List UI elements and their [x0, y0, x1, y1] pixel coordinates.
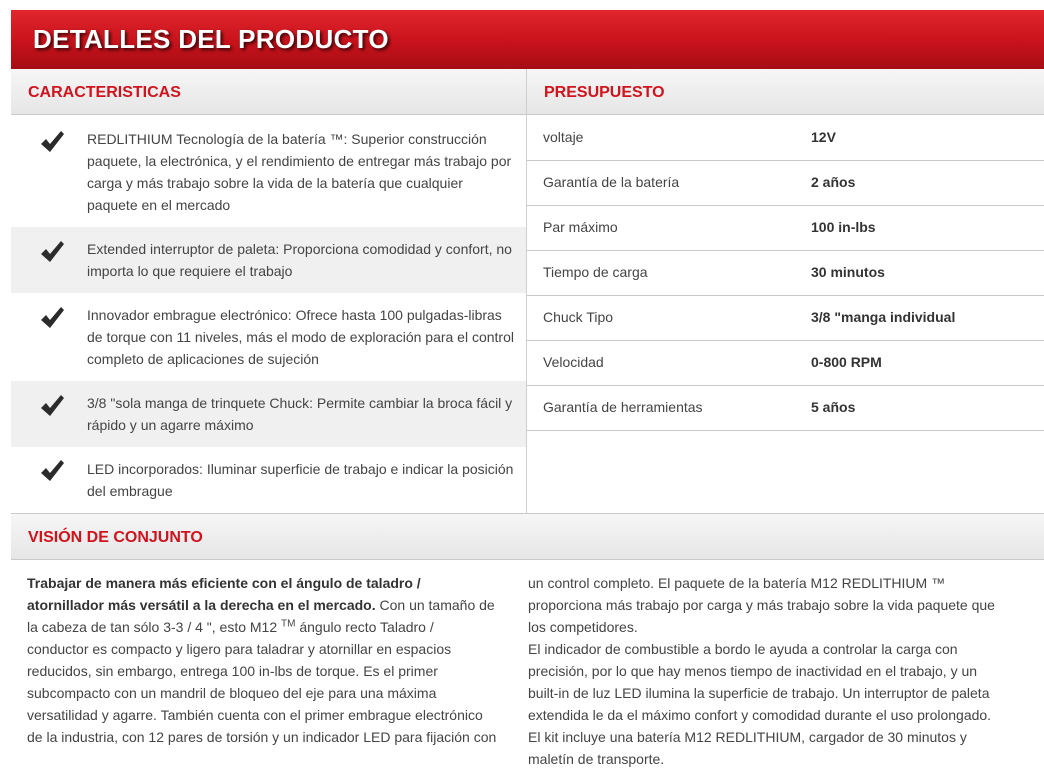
spec-row: [527, 116, 1044, 161]
spec-row: [527, 341, 1044, 386]
spec-label: Tiempo de carga: [543, 264, 648, 280]
checkmark-icon: [39, 305, 65, 331]
spec-value: 5 años: [811, 399, 856, 415]
specs-header: [527, 69, 1044, 115]
spec-value: 0-800 RPM: [811, 354, 882, 370]
feature-text: REDLITHIUM Tecnología de la batería ™: Superior construcción paquete, la electrónica, y el rendimiento de entregar más trabajo por carga y más trabajo sobre la vida de la batería que cualquier paquete en el mercado: [87, 131, 512, 213]
spec-row: [527, 386, 1044, 431]
spec-value: 3/8 "manga individual: [811, 309, 956, 325]
overview-paragraph-2: El indicador de combustible a bordo le ayuda a controlar la carga con precisión, por lo que hay menos tiempo de inactividad en el trabajo, y un built-in de luz LED ilumina la superficie de trabajo. Un interruptor de paleta extendida le da el máximo confort y comodidad durante el uso prolongado. El kit incluye una batería M12 REDLITHIUM, cargador de 30 minutos y maletín de transporte.: [528, 641, 992, 767]
checkmark-icon: [39, 393, 65, 419]
spec-value: 2 años: [811, 174, 856, 190]
feature-item: [11, 293, 526, 381]
overview-continuation: [528, 572, 1000, 770]
spec-label: Garantía de la batería: [543, 174, 680, 190]
spec-value: 100 in-lbs: [811, 219, 876, 235]
spec-row: [527, 206, 1044, 251]
checkmark-icon: [39, 239, 65, 265]
feature-item: [11, 115, 526, 227]
overview-lead: Trabajar de manera más eficiente con el ángulo de taladro / atornillador más versátil a la derecha en el mercado.: [27, 575, 421, 613]
spec-row: [527, 251, 1044, 296]
spec-row: [527, 296, 1044, 341]
overview-heading: VISIÓN DE CONJUNTO: [28, 529, 203, 546]
checkmark-icon: [39, 129, 65, 155]
overview-column-left: [27, 572, 499, 748]
overview-column-right: [528, 572, 1032, 772]
spec-label: voltaje: [543, 129, 584, 145]
feature-text: Innovador embrague electrónico: Ofrece hasta 100 pulgadas-libras de torque con 11 niveles, más el modo de exploración para el control completo de aplicaciones de sujeción: [87, 307, 514, 367]
checkmark-icon: [39, 458, 65, 484]
spec-label: Garantía de herramientas: [543, 399, 703, 415]
spec-value: 12V: [811, 129, 836, 145]
spec-label: Par máximo: [543, 219, 618, 235]
feature-item: [11, 381, 526, 447]
feature-text: Extended interruptor de paleta: Proporciona comodidad y confort, no importa lo que requiere el trabajo: [87, 241, 512, 279]
features-heading: CARACTERISTICAS: [28, 84, 181, 101]
feature-text: LED incorporados: Iluminar superficie de trabajo e indicar la posición del embrague: [87, 461, 514, 499]
spec-value: 30 minutos: [811, 264, 885, 280]
trademark-mark: TM: [281, 618, 296, 630]
page-title: DETALLES DEL PRODUCTO: [33, 24, 389, 54]
overview-header: [11, 513, 1044, 560]
feature-item: [11, 447, 526, 513]
spec-label: Velocidad: [543, 354, 604, 370]
spec-row: [527, 161, 1044, 206]
features-header: [11, 69, 526, 115]
overview-paragraph: [27, 572, 499, 748]
feature-item: [11, 227, 526, 293]
overview-paragraph: un control completo. El paquete de la batería M12 REDLITHIUM ™ proporciona más trabajo por carga y más trabajo sobre la vida paquete que los competidores.: [528, 575, 995, 635]
overview-text: ángulo recto Taladro / conductor es compacto y ligero para taladrar y atornillar en espacios reducidos, sin embargo, entrega 100 in-lbs de torque. Es el primer subcompacto con un mandril de bloqueo del eje para una máxima versatilidad y agarre. También cuenta con el primer embrague electrónico de la industria, con 12 pares de torsión y un indicador LED para fijación con: [27, 619, 497, 745]
specs-heading: PRESUPUESTO: [544, 84, 665, 101]
spec-label: Chuck Tipo: [543, 309, 614, 325]
overview-text: Con un tamaño de la cabeza de tan sólo 3-3 / 4 ", esto M12: [27, 597, 495, 635]
title-banner: [11, 10, 1044, 69]
feature-text: 3/8 "sola manga de trinquete Chuck: Permite cambiar la broca fácil y rápido y un agarre máximo: [87, 395, 513, 433]
